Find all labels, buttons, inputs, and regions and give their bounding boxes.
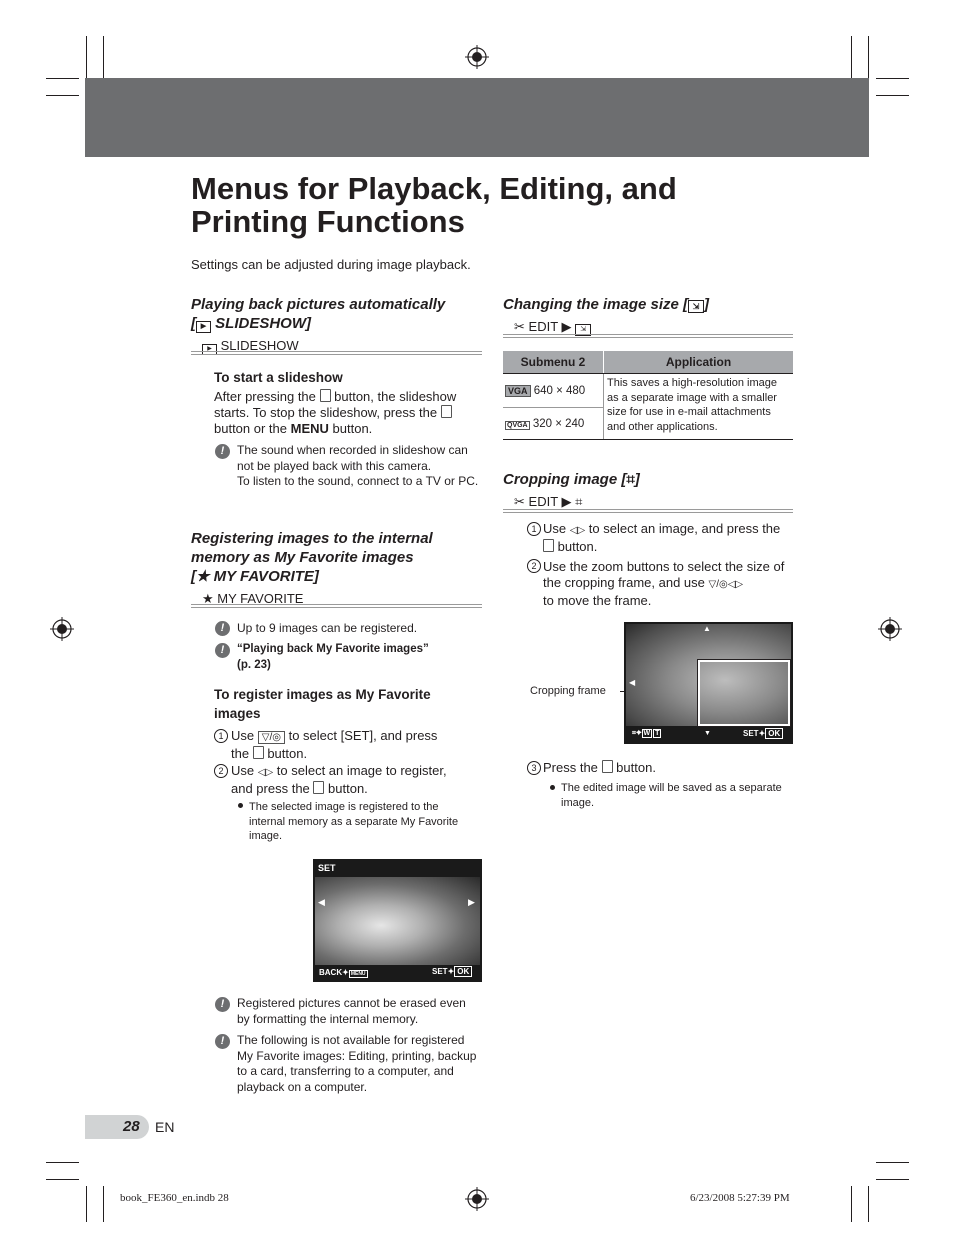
crop-mark	[46, 95, 79, 96]
text: button.	[267, 746, 308, 761]
table-cell: This saves a high-resolution image as a separate image with a smaller size for use in e-mail attachments and other applications.	[604, 374, 794, 440]
up-arrow-icon: ▲	[703, 624, 711, 633]
cropping-step-1	[543, 521, 795, 555]
ok-button-icon	[441, 405, 452, 418]
heading-line: [★ MY FAVORITE]	[191, 568, 319, 585]
page-title	[191, 172, 811, 238]
text: button.	[328, 781, 368, 796]
text: 640 × 480	[533, 384, 586, 397]
ok-button-icon	[313, 781, 324, 794]
page-title-line: Printing Functions	[191, 204, 465, 239]
divider	[503, 334, 793, 338]
caution-icon: !	[215, 643, 230, 658]
slideshow-body	[214, 389, 476, 437]
text: Use	[231, 728, 255, 743]
text: and press the	[231, 781, 310, 796]
crop-mark	[876, 1162, 909, 1163]
heading-line: Playing back pictures automatically	[191, 296, 446, 313]
text: button.	[616, 760, 656, 775]
favorite-note: Up to 9 images can be registered.	[237, 621, 418, 635]
step-number-1: 1	[214, 729, 228, 743]
caution-icon: !	[215, 444, 230, 459]
cropping-heading	[503, 470, 640, 489]
table-header-cell: Application	[604, 351, 794, 374]
favorite-reference	[237, 642, 429, 673]
crop-mark	[876, 95, 909, 96]
crop-mark	[103, 1186, 104, 1222]
submenu-table	[503, 351, 793, 440]
text: ]	[634, 471, 640, 488]
screen-set-label: SET✦ OK	[432, 967, 472, 976]
right-arrow-icon: ▶	[468, 897, 475, 907]
favorite-step-1	[231, 728, 481, 762]
ok-button-icon	[320, 389, 331, 402]
camera-screen	[313, 859, 482, 982]
table-header-cell: Submenu 2	[503, 351, 604, 374]
table-cell	[503, 408, 604, 440]
header-band	[85, 78, 869, 157]
crop-mark	[86, 1186, 87, 1222]
footer-date: 6/23/2008 5:27:39 PM	[690, 1192, 790, 1204]
text: After pressing the	[214, 389, 316, 404]
registration-mark-icon	[465, 45, 489, 69]
text: Cropping image [	[503, 471, 627, 488]
left-arrow-icon: ◀	[318, 897, 325, 907]
text: to select an image to register,	[276, 763, 447, 778]
footer-filename: book_FE360_en.indb 28	[120, 1192, 229, 1204]
text: BACK	[319, 968, 343, 977]
text: to select [SET], and press	[288, 728, 438, 743]
table-cell	[503, 374, 604, 408]
text: Use	[231, 763, 255, 778]
registration-mark-icon	[50, 617, 74, 641]
screen-zoom-label: ⌗✦ W T	[632, 730, 660, 737]
step-number-2: 2	[527, 559, 541, 573]
scissors-icon: ✂	[514, 319, 525, 334]
text: button, the slideshow	[334, 389, 457, 404]
heading-line: SLIDESHOW]	[211, 315, 311, 332]
text: SET	[432, 967, 448, 976]
step-number-3: 3	[527, 761, 541, 775]
text: to select an image, and press the	[588, 521, 781, 536]
ok-button-icon	[543, 539, 554, 552]
caution-icon: !	[215, 1034, 230, 1049]
crop-mark	[868, 1186, 869, 1222]
heading-line: memory as My Favorite images	[191, 549, 414, 566]
text: 320 × 240	[532, 417, 585, 430]
bullet-icon	[238, 803, 243, 808]
cropping-step-2	[543, 559, 795, 609]
crop-mark	[46, 1162, 79, 1163]
menu-path-label: SLIDESHOW	[220, 338, 299, 353]
text: to move the frame.	[543, 593, 652, 608]
t-key-icon: T	[655, 730, 660, 737]
crop-icon: ⌗	[575, 494, 583, 509]
ok-key-icon: OK	[765, 728, 783, 739]
cropping-menu-path	[514, 494, 582, 510]
text: EDIT ▶	[528, 319, 572, 334]
resize-icon: ⇲	[688, 300, 704, 313]
bullet-icon	[550, 785, 555, 790]
text: button or the	[214, 421, 287, 436]
registration-mark-icon	[878, 617, 902, 641]
crop-icon: ⌗	[626, 471, 635, 488]
vga-badge: VGA	[505, 385, 531, 397]
heading-line: To register images as My Favorite	[214, 687, 431, 702]
note-text: “Playing back My Favorite images”	[237, 643, 429, 655]
resize-heading	[503, 295, 709, 314]
screen-photo	[315, 877, 480, 965]
camera-screen	[624, 622, 793, 744]
arrow-keys-icon: ▽/◎	[258, 731, 285, 744]
text: Use the zoom buttons to select the size of the cropping frame, and use	[543, 559, 785, 590]
note-text: (p. 23)	[237, 658, 271, 671]
text: SET	[743, 729, 759, 738]
text: button.	[332, 421, 373, 436]
favorite-note-unavailable: The following is not available for registered My Favorite images: Editing, printing, backup to a card, transferring to a computer, and playback on a computer.	[237, 1033, 477, 1094]
favorite-subheading	[214, 685, 431, 723]
text: starts. To stop the slideshow, press the	[214, 405, 438, 420]
crop-mark	[851, 1186, 852, 1222]
ok-button-icon	[602, 760, 613, 773]
menu-key-icon: MENU	[350, 971, 366, 977]
language-code: EN	[155, 1119, 175, 1135]
screen-top-label: SET	[318, 863, 336, 873]
favorite-note-erase: Registered pictures cannot be erased even by formatting the internal memory.	[237, 996, 466, 1026]
crop-mark	[46, 1179, 79, 1180]
registration-mark-icon	[465, 1187, 489, 1211]
text: the	[231, 746, 250, 761]
caution-icon: !	[215, 621, 230, 636]
qvga-badge: QVGA	[507, 421, 528, 429]
intro-text: Settings can be adjusted during image playback.	[191, 257, 471, 272]
step-number-2: 2	[214, 764, 228, 778]
slideshow-icon: ▶	[196, 321, 211, 333]
page-number: 28	[123, 1118, 140, 1135]
heading-line: images	[214, 706, 261, 721]
crop-mark	[46, 78, 79, 79]
left-right-keys-icon: ◁▷	[257, 767, 274, 778]
ok-button-icon	[253, 746, 264, 759]
note-text: The sound when recorded in slideshow can not be played back with this camera.	[237, 443, 468, 473]
crop-mark	[876, 1179, 909, 1180]
text: EDIT ▶	[528, 494, 572, 509]
cropping-frame-callout: Cropping frame	[530, 685, 606, 697]
crop-mark	[876, 78, 909, 79]
left-arrow-icon: ◀	[629, 678, 636, 687]
w-key-icon: W	[643, 730, 651, 737]
screen-set-label: SET✦ OK	[743, 729, 783, 738]
slideshow-heading	[191, 295, 481, 333]
left-right-keys-icon: ◁▷	[569, 525, 586, 536]
slideshow-icon: ▶	[202, 344, 217, 355]
cropping-step-3	[543, 760, 656, 776]
ok-key-icon: OK	[454, 966, 472, 977]
favorite-bullet: The selected image is registered to the internal memory as a separate My Favorite image.	[249, 801, 459, 842]
text: Changing the image size [	[503, 296, 689, 313]
screen-back-label: BACK✦ MENU	[319, 968, 366, 977]
divider	[191, 351, 482, 355]
divider	[503, 509, 793, 513]
slideshow-subheading: To start a slideshow	[214, 370, 343, 385]
divider	[191, 604, 482, 608]
caution-icon: !	[215, 997, 230, 1012]
scissors-icon: ✂	[514, 494, 525, 509]
resize-icon: ⇲	[575, 324, 591, 336]
cropping-bullet: The edited image will be saved as a separate image.	[561, 782, 782, 809]
slideshow-note	[237, 443, 482, 490]
menu-word: MENU	[290, 421, 329, 436]
text: Press the	[543, 760, 598, 775]
text: Use	[543, 521, 567, 536]
heading-bracket: [	[191, 315, 196, 332]
text: ]	[704, 296, 710, 313]
table-header	[503, 351, 793, 374]
arrow-keys-icon: ▽/◎◁▷	[708, 579, 744, 590]
text: button.	[557, 539, 598, 554]
note-text: To listen to the sound, connect to a TV or PC.	[237, 474, 479, 488]
down-arrow-icon: ▼	[704, 730, 711, 737]
step-number-1: 1	[527, 522, 541, 536]
heading-line: Registering images to the internal	[191, 530, 433, 547]
favorite-menu-path: ★ MY FAVORITE	[202, 591, 304, 606]
table-row	[503, 374, 793, 408]
page-number-badge	[85, 1115, 149, 1139]
crop-frame	[698, 660, 790, 726]
favorite-step-2	[231, 763, 481, 797]
favorite-heading	[191, 529, 481, 586]
page-title-line: Menus for Playback, Editing, and	[191, 171, 677, 206]
